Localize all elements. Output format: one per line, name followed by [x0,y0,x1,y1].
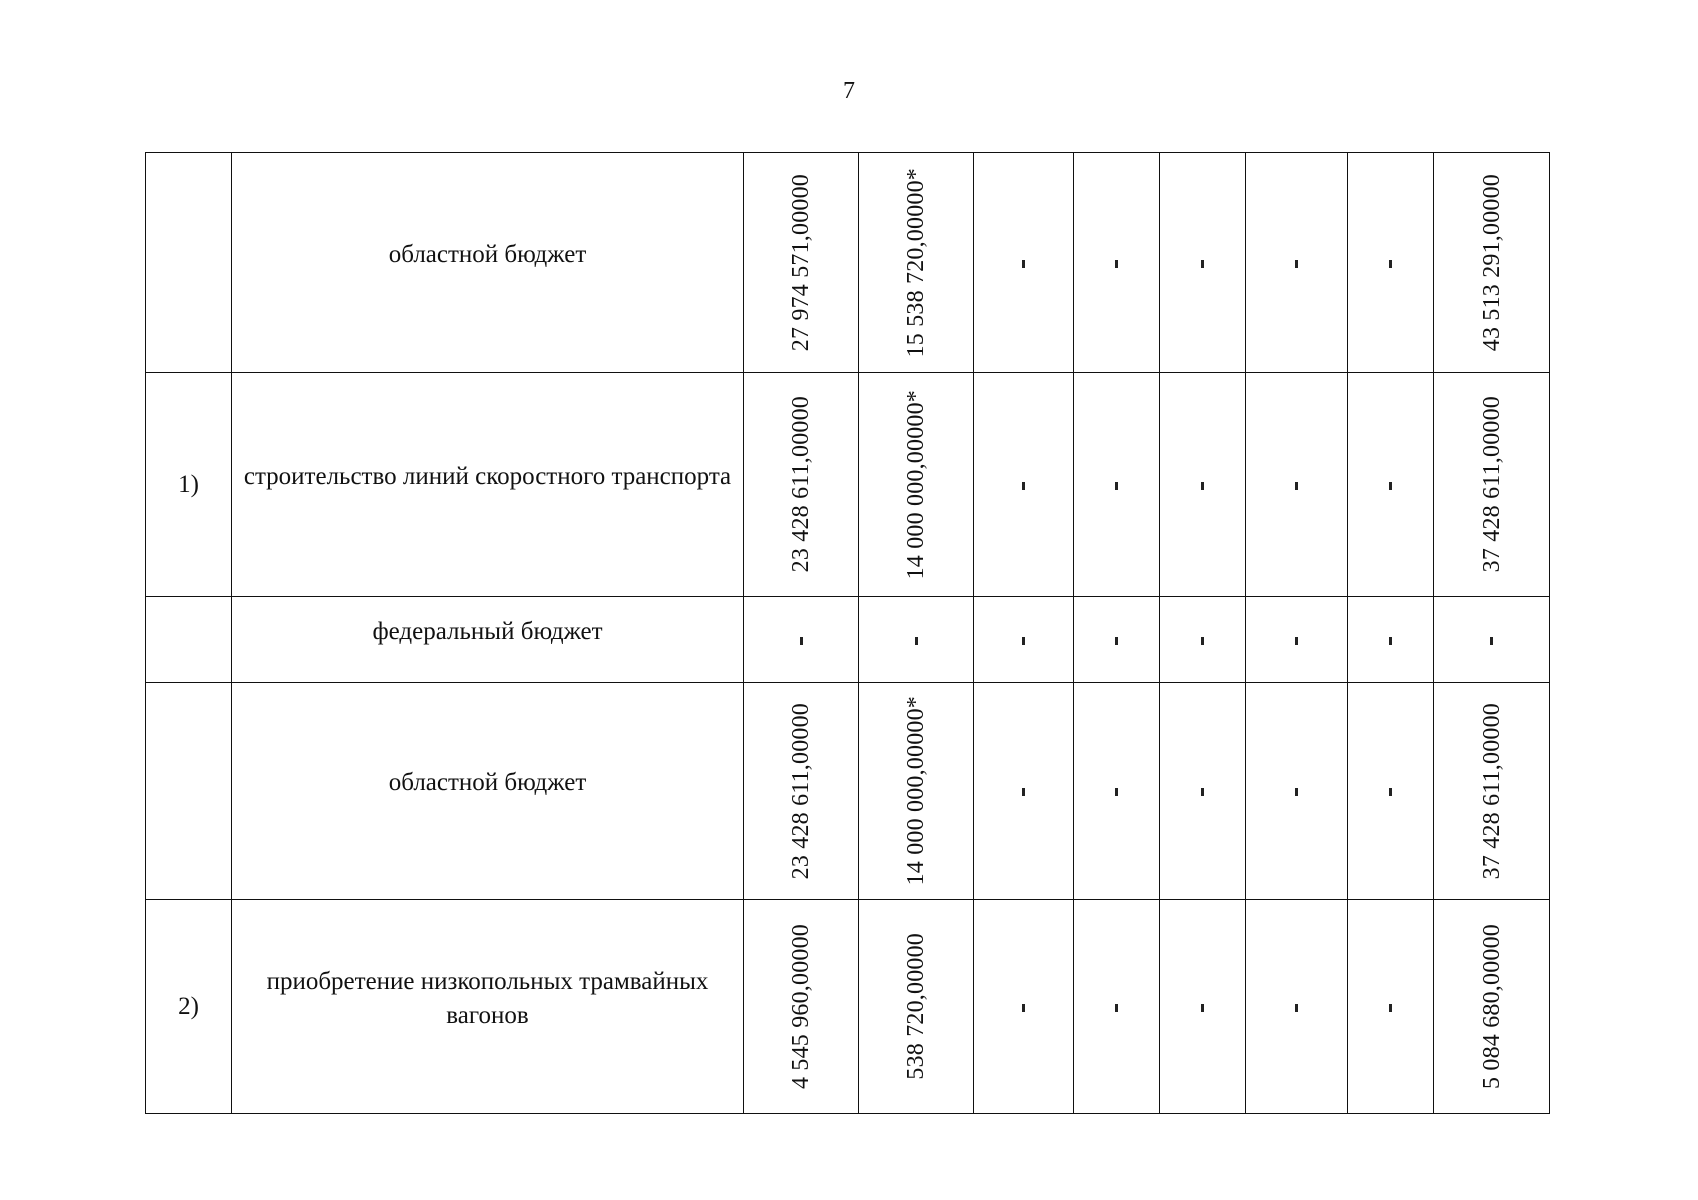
dash-mark [1115,260,1118,268]
empty-value-cell [1074,683,1160,900]
empty-value-cell [1246,153,1348,373]
dash-mark [915,637,918,645]
empty-value-cell [1246,373,1348,597]
empty-value-cell [1160,597,1246,683]
empty-value-cell [974,373,1074,597]
empty-value-cell [1348,900,1434,1114]
row-number: 2) [146,900,232,1114]
empty-value-cell [1246,683,1348,900]
value-cell: 23 428 611,00000 [744,373,859,597]
dash-mark [1295,788,1298,796]
dash-mark [1115,637,1118,645]
dash-mark [1295,260,1298,268]
dash-mark [1201,1004,1204,1012]
page-number: 7 [843,78,855,104]
dash-mark [1022,637,1025,645]
dash-mark [1389,482,1392,490]
dash-mark [1389,637,1392,645]
dash-mark [1490,637,1493,645]
dash-mark [1022,1004,1025,1012]
empty-value-cell [1160,153,1246,373]
value-cell: 14 000 000,00000* [859,373,974,597]
table-row [146,373,1550,597]
dash-mark [1295,637,1298,645]
dash-mark [1389,260,1392,268]
value-cell: 538 720,00000 [859,900,974,1114]
empty-value-cell [1160,900,1246,1114]
empty-value-cell [1348,373,1434,597]
row-number [146,597,232,683]
total-cell: 5 084 680,00000 [1434,900,1550,1114]
total-cell: 37 428 611,00000 [1434,683,1550,900]
table-row [146,597,1550,683]
dash-mark [1201,788,1204,796]
dash-mark [800,637,803,645]
empty-value-cell [974,597,1074,683]
row-number [146,153,232,373]
row-name: приобретение низкопольных трамвайных вагонов [232,900,744,1114]
row-name: областной бюджет [232,683,744,900]
value-cell: 27 974 571,00000 [744,153,859,373]
empty-value-cell [1348,153,1434,373]
dash-mark [1201,482,1204,490]
empty-value-cell [859,597,974,683]
empty-value-cell [1160,373,1246,597]
row-name: строительство линий скоростного транспорта [232,373,744,597]
empty-value-cell [1074,900,1160,1114]
empty-value-cell [1246,597,1348,683]
dash-mark [1022,482,1025,490]
value-cell: 23 428 611,00000 [744,683,859,900]
table-row [146,153,1550,373]
empty-value-cell [974,153,1074,373]
total-cell: 37 428 611,00000 [1434,373,1550,597]
dash-mark [1022,260,1025,268]
row-number: 1) [146,373,232,597]
table-row [146,900,1550,1114]
dash-mark [1115,482,1118,490]
dash-mark [1295,1004,1298,1012]
empty-value-cell [1160,683,1246,900]
table-row [146,683,1550,900]
empty-value-cell [974,900,1074,1114]
empty-value-cell [1246,900,1348,1114]
empty-value-cell [1348,597,1434,683]
budget-table [145,152,1550,1114]
row-number [146,683,232,900]
dash-mark [1295,482,1298,490]
dash-mark [1115,788,1118,796]
empty-value-cell [1434,597,1550,683]
value-cell: 15 538 720,00000* [859,153,974,373]
empty-value-cell [1074,597,1160,683]
dash-mark [1389,788,1392,796]
empty-value-cell [974,683,1074,900]
dash-mark [1115,1004,1118,1012]
dash-mark [1389,1004,1392,1012]
value-cell: 4 545 960,00000 [744,900,859,1114]
empty-value-cell [1074,153,1160,373]
empty-value-cell [744,597,859,683]
empty-value-cell [1348,683,1434,900]
dash-mark [1201,637,1204,645]
dash-mark [1022,788,1025,796]
empty-value-cell [1074,373,1160,597]
row-name: областной бюджет [232,153,744,373]
row-name: федеральный бюджет [232,597,744,683]
dash-mark [1201,260,1204,268]
total-cell: 43 513 291,00000 [1434,153,1550,373]
value-cell: 14 000 000,00000* [859,683,974,900]
